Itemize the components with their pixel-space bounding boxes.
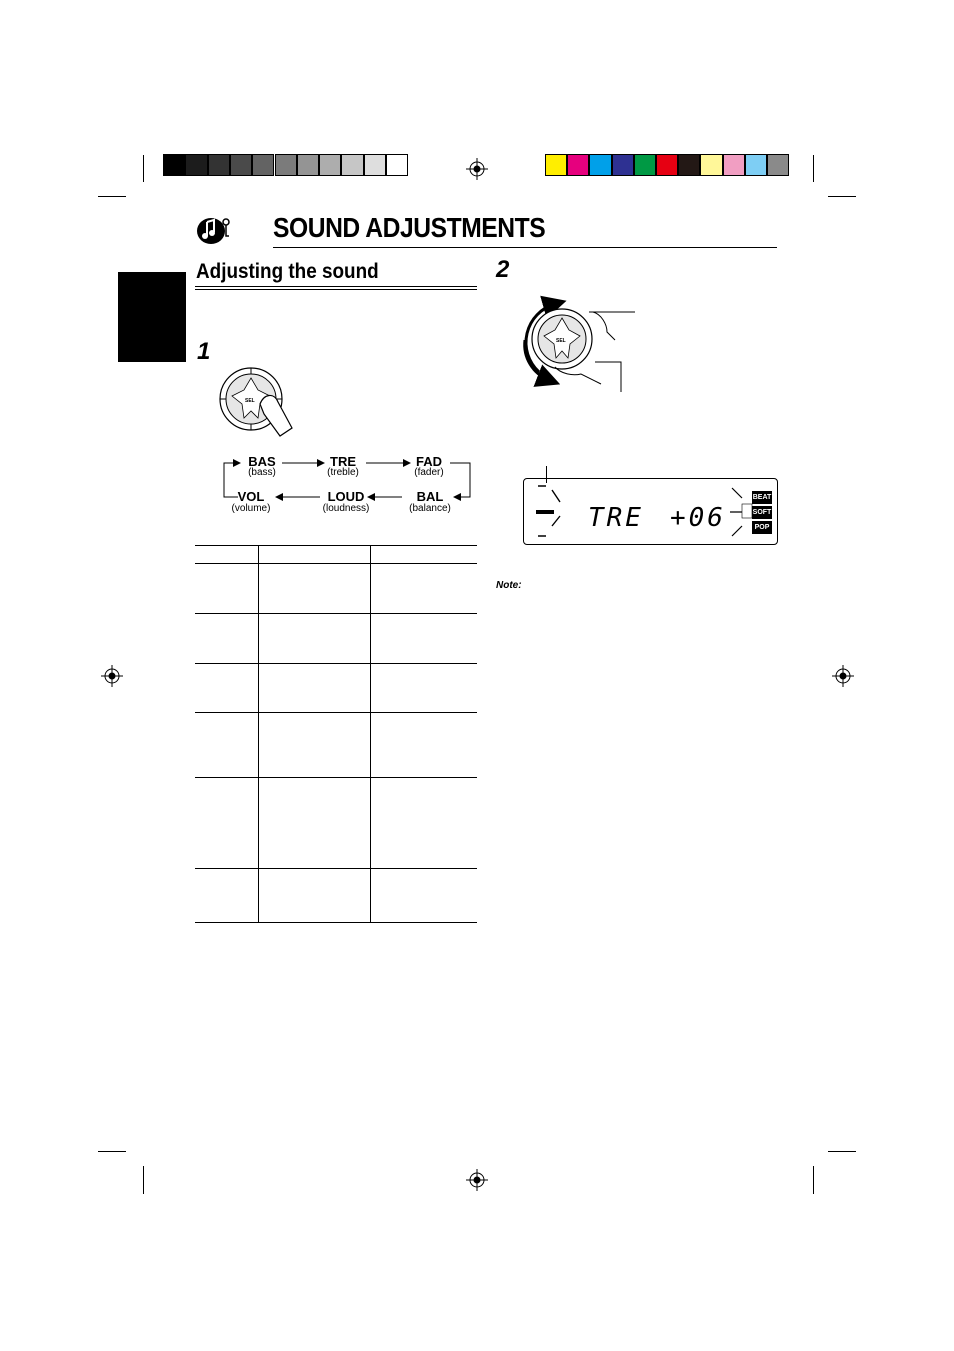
registration-target-icon — [832, 665, 854, 687]
eq-indicator-icon — [728, 484, 754, 540]
flow-vol: VOL — [237, 489, 265, 504]
flow-tre: TRE — [330, 454, 356, 469]
mode-buttons — [752, 491, 772, 537]
table-rule — [195, 712, 477, 713]
color-swatch — [163, 154, 185, 176]
color-swatch — [567, 154, 589, 176]
crop-mark — [98, 1151, 126, 1152]
flow-arrows — [220, 455, 475, 505]
flow-bas: BAS — [248, 454, 276, 469]
level-meter-icon — [530, 482, 570, 540]
sel-knob-rotate-illustration — [515, 292, 640, 397]
table-rule — [195, 922, 477, 923]
section-title: Adjusting the sound — [196, 260, 379, 283]
registration-target-icon — [466, 158, 488, 180]
registration-target-icon — [101, 665, 123, 687]
table-column-rule — [370, 545, 371, 922]
mode-beat: BEAT — [752, 491, 772, 504]
table-rule — [195, 777, 477, 778]
section-rule — [195, 286, 477, 287]
flow-fad: FAD — [416, 454, 442, 469]
flow-vol-sub: (volume) — [231, 503, 271, 514]
title-rule — [273, 247, 777, 248]
sel-knob-press-illustration — [218, 366, 298, 438]
color-swatch — [612, 154, 634, 176]
flow-loud-sub: (loudness) — [322, 503, 370, 514]
lcd-text-left: TRE — [588, 503, 644, 533]
sound-note-icon — [196, 212, 234, 246]
flow-bas-sub: (bass) — [248, 467, 276, 478]
sel-label-2: SEL — [556, 338, 566, 344]
color-swatch — [275, 154, 297, 176]
lcd-text-right: +06 — [670, 503, 726, 533]
color-swatch — [634, 154, 656, 176]
crop-mark — [828, 196, 856, 197]
color-swatch — [319, 154, 341, 176]
flow-fad-sub: (fader) — [414, 467, 444, 478]
color-swatch — [341, 154, 363, 176]
color-swatch — [745, 154, 767, 176]
flow-tre-sub: (treble) — [327, 467, 359, 478]
display-callout-line — [546, 466, 547, 483]
step-number-1: 1 — [197, 338, 211, 365]
table-rule — [195, 663, 477, 664]
color-swatch — [230, 154, 252, 176]
language-tab — [118, 272, 186, 362]
table-rule — [195, 868, 477, 869]
crop-mark — [143, 1166, 144, 1194]
color-swatch — [185, 154, 207, 176]
step-number-2: 2 — [496, 256, 510, 283]
crop-mark — [813, 1166, 814, 1194]
page-title: SOUND ADJUSTMENTS — [273, 212, 546, 243]
mode-pop: POP — [752, 521, 772, 534]
table-rule — [195, 545, 477, 546]
color-swatch — [656, 154, 678, 176]
flow-loud: LOUD — [327, 489, 365, 504]
color-swatch — [208, 154, 230, 176]
note-label: Note: — [496, 580, 522, 591]
color-swatch — [678, 154, 700, 176]
flow-bal-sub: (balance) — [409, 503, 451, 514]
mode-soft: SOFT — [752, 506, 772, 519]
color-swatch — [767, 154, 789, 176]
color-swatch — [589, 154, 611, 176]
color-swatch — [297, 154, 319, 176]
color-swatch — [545, 154, 567, 176]
color-swatch — [252, 154, 274, 176]
table-rule — [195, 563, 477, 564]
table-column-rule — [258, 545, 259, 922]
section-rule — [195, 289, 477, 290]
crop-mark — [98, 196, 126, 197]
flow-bal: BAL — [416, 489, 444, 504]
color-swatch — [700, 154, 722, 176]
color-swatch — [386, 154, 408, 176]
crop-mark — [813, 155, 814, 182]
color-swatch — [364, 154, 386, 176]
registration-target-icon — [466, 1169, 488, 1191]
table-rule — [195, 613, 477, 614]
sel-label: SEL — [245, 398, 255, 404]
crop-mark — [828, 1151, 856, 1152]
crop-mark — [143, 155, 144, 182]
color-swatch — [723, 154, 745, 176]
